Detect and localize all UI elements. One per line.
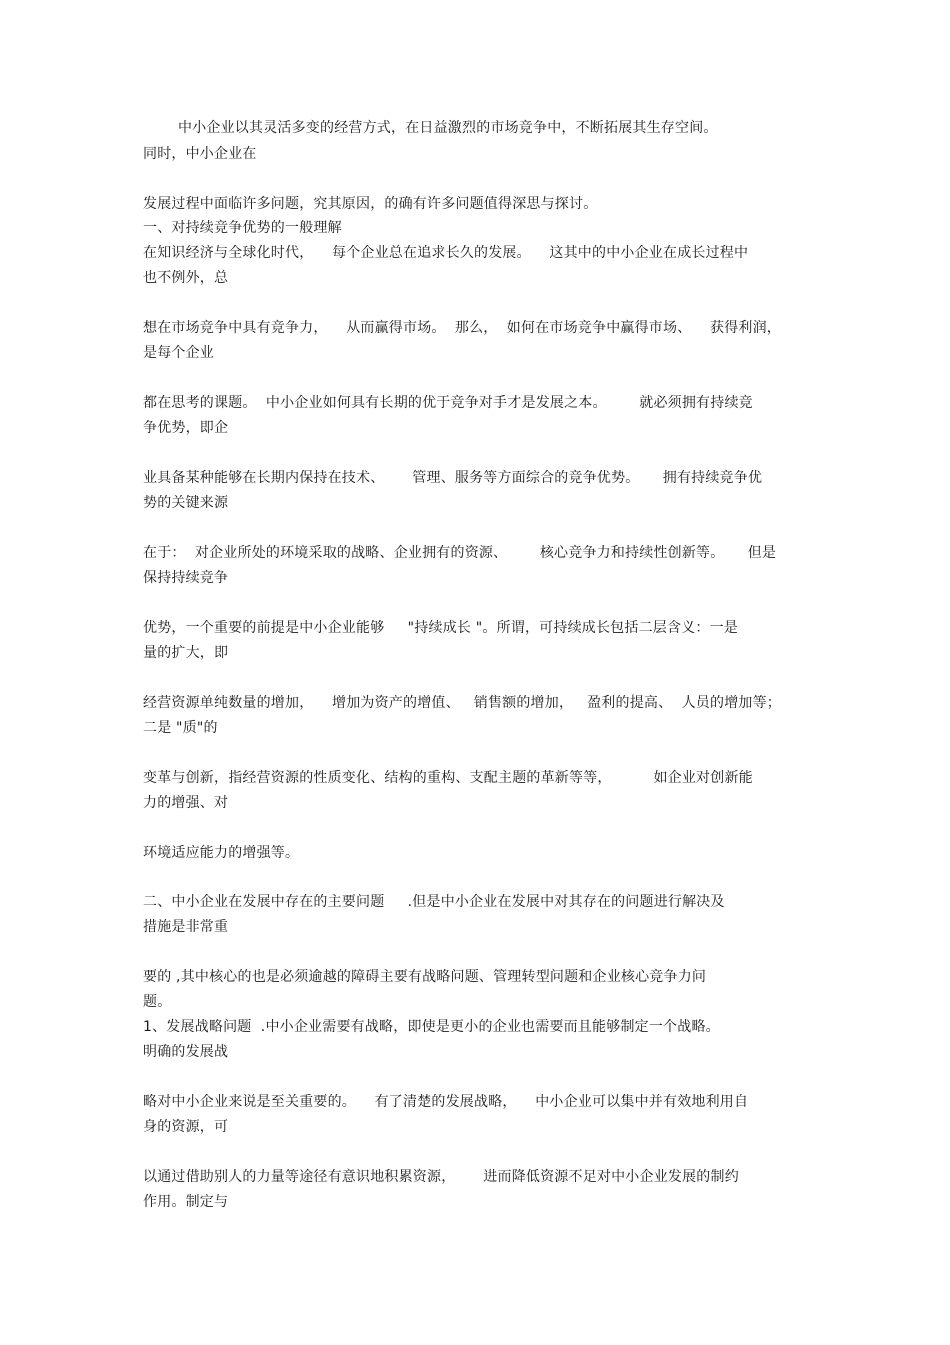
paragraph-line: 要的 ,其中核心的也是必须逾越的障碍主要有战略问题、管理转型问题和企业核心竞争力问 [143,969,707,985]
paragraph-line: 措施是非常重 [143,919,229,935]
paragraph-line: 力的增强、对 [143,795,229,811]
paragraph-line: 势的关键来源 [143,495,229,511]
section-heading: 一、对持续竞争优势的一般理解 [143,220,342,236]
paragraph-line: 中小企业以其灵活多变的经营方式，在日益激烈的市场竞争中，不断拓展其生存空间。 [178,120,718,136]
paragraph-line: 明确的发展战 [143,1044,229,1060]
paragraph-line: 争优势，即企 [143,420,229,436]
paragraph-line: 经营资源单纯数量的增加， 增加为资产的增值、 销售额的增加， 盈利的提高、 人员的增加等； [143,695,781,711]
paragraph-line: 业具备某种能够在长期内保持在技术、 管理、服务等方面综合的竞争优势。 拥有持续竞争优 [143,470,763,486]
paragraph-line: 保持持续竞争 [143,570,229,586]
paragraph-line: 二是 "质"的 [143,720,218,736]
paragraph-line: 同时，中小企业在 [143,146,257,162]
paragraph-line: 发展过程中面临许多问题，究其原因，的确有许多问题值得深思与探讨。 [143,196,598,212]
paragraph-line: 优势，一个重要的前提是中小企业能够 "持续成长 "。所谓，可持续成长包括二层含义：一是 [143,620,738,636]
paragraph-line: 身的资源，可 [143,1119,229,1135]
paragraph-line: 在于： 对企业所处的环境采取的战略、企业拥有的资源、 核心竞争力和持续性创新等。 但是 [143,545,777,561]
paragraph-line: 也不例外，总 [143,270,229,286]
paragraph-line: 都在思考的课题。 中小企业如何具有长期的优于竞争对手才是发展之本。 就必须拥有持续竞 [143,395,753,411]
paragraph-line: 题。 [143,994,172,1010]
paragraph-line: 量的扩大，即 [143,645,229,661]
paragraph-line: 在知识经济与全球化时代， 每个企业总在追求长久的发展。 这其中的中小企业在成长过程中 [143,245,749,261]
paragraph-line: 变革与创新，指经营资源的性质变化、结构的重构、支配主题的革新等等， 如企业对创新能 [143,770,753,786]
paragraph-line: 作用。制定与 [143,1194,229,1210]
paragraph-line: 是每个企业 [143,345,214,361]
paragraph-line: 略对中小企业来说是至关重要的。 有了清楚的发展战略， 中小企业可以集中并有效地利用自 [143,1094,749,1110]
subsection-heading: 1、发展战略问题 .中小企业需要有战略，即使是更小的企业也需要而且能够制定一个战略。 [143,1019,720,1035]
section-heading: 二、中小企业在发展中存在的主要问题 .但是中小企业在发展中对其存在的问题进行解决及 [143,894,725,910]
paragraph-line: 环境适应能力的增强等。 [143,845,300,861]
paragraph-line: 以通过借助别人的力量等途径有意识地积累资源， 进而降低资源不足对中小企业发展的制约 [143,1169,739,1185]
paragraph-line: 想在市场竞争中具有竞争力， 从而赢得市场。 那么， 如何在市场竞争中赢得市场、 获得利润， [143,320,781,336]
